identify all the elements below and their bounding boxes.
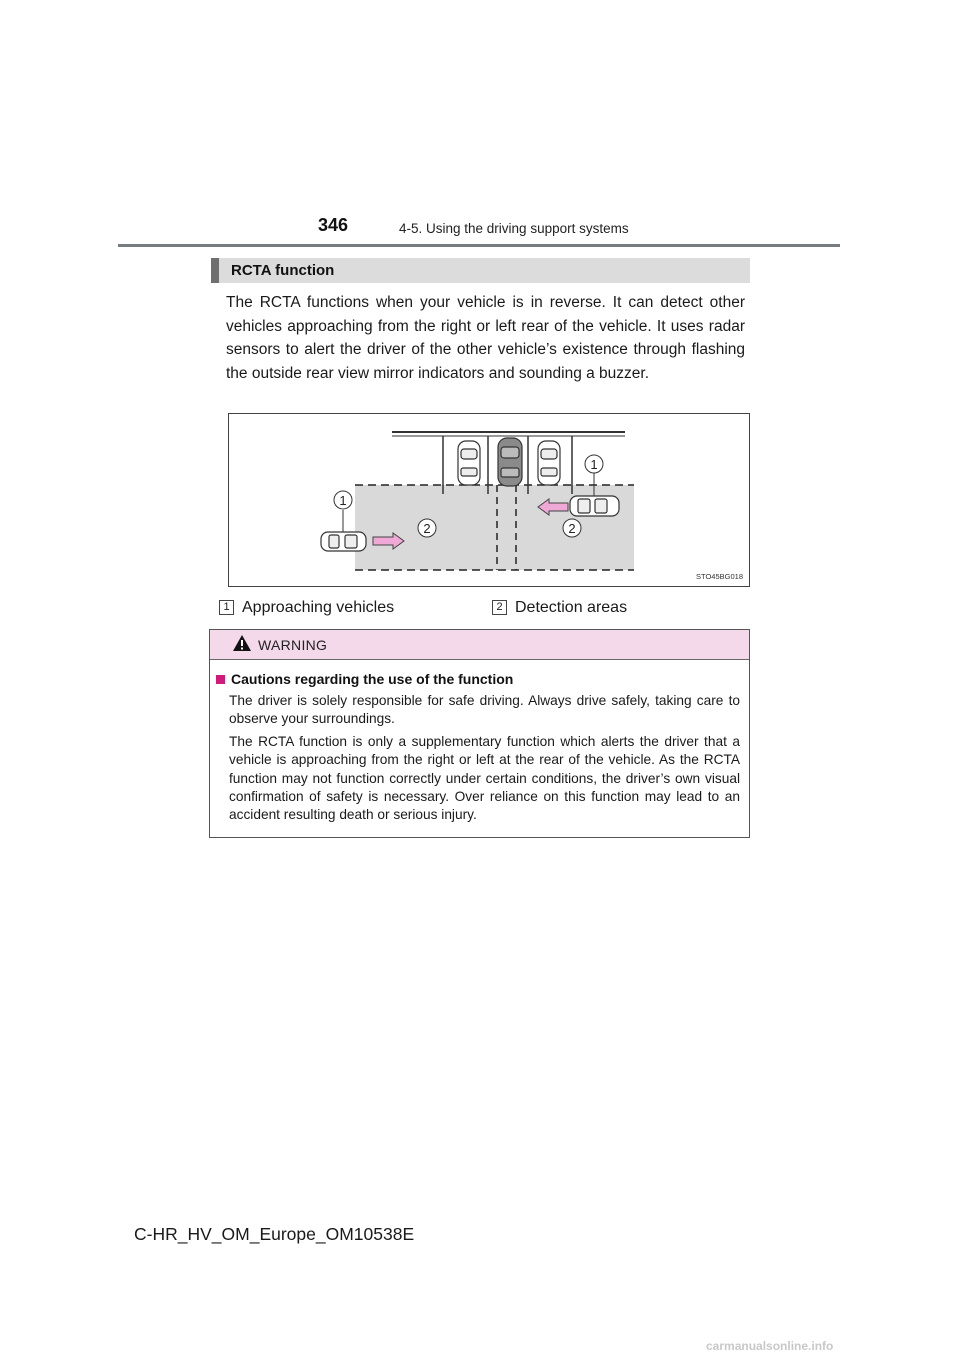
svg-text:1: 1 [590,457,598,472]
caution-heading-text: Cautions regarding the use of the function [231,671,514,687]
footer-doc-id: C-HR_HV_OM_Europe_OM10538E [134,1224,415,1244]
warning-label: WARNING [258,637,328,653]
callout-2-right [563,519,581,537]
warning-paragraph-1: The driver is solely responsible for safe driving. Always drive safely, taking care to observe your surroundings. [229,693,740,727]
svg-text:2: 2 [423,521,431,536]
legend-label: Approaching vehicles [242,599,395,616]
callout-1-left [334,491,352,509]
parked-car-left [458,441,480,485]
legend-label: Detection areas [515,599,628,616]
subsection-bar [211,258,750,283]
legend-number: 1 [219,600,234,615]
body-paragraph: The RCTA functions when your vehicle is in reverse. It can detect other vehicles approaching from the right or left rear of the vehicle. It uses radar sensors to alert the driver of the other vehicle’s existence through flashing the outside rear view mirror indicators and sounding a buzzer. [226,294,745,382]
callout-2-left [418,519,436,537]
bullet-square-icon [216,675,225,684]
warning-box [209,629,750,838]
warning-paragraph-2: The RCTA function is only a supplementary function which alerts the driver that a vehicle is approaching from the right or left at the rear of the vehicle. As the RCTA function may not function correctly under certain conditions, the driver’s own visual confirmation of safety is necessary. Over reliance on this function may lead to an accident resulting death or serious injury. [229,734,740,823]
callout-1-right [585,455,603,473]
svg-text:1: 1 [339,493,347,508]
page-number: 346 [318,215,349,235]
legend-item-detection [492,599,627,617]
rcta-illustration [229,414,749,586]
approaching-car-right [570,496,619,516]
watermark: carmanualsonline.info [706,1339,834,1353]
svg-text:2: 2 [568,521,576,536]
subsection-title: RCTA function [231,262,335,279]
figure-code: STO45BG018 [696,572,743,581]
caution-heading [216,671,513,687]
section-title: 4-5. Using the driving support systems [399,221,629,236]
own-vehicle [498,438,522,486]
approaching-car-left [321,532,366,551]
warning-header [210,630,749,660]
rcta-figure [228,413,750,587]
header-rule [118,244,840,247]
parked-car-right [538,441,560,485]
warning-triangle-icon [232,634,252,652]
legend-item-approaching [219,599,394,617]
legend-number: 2 [492,600,507,615]
